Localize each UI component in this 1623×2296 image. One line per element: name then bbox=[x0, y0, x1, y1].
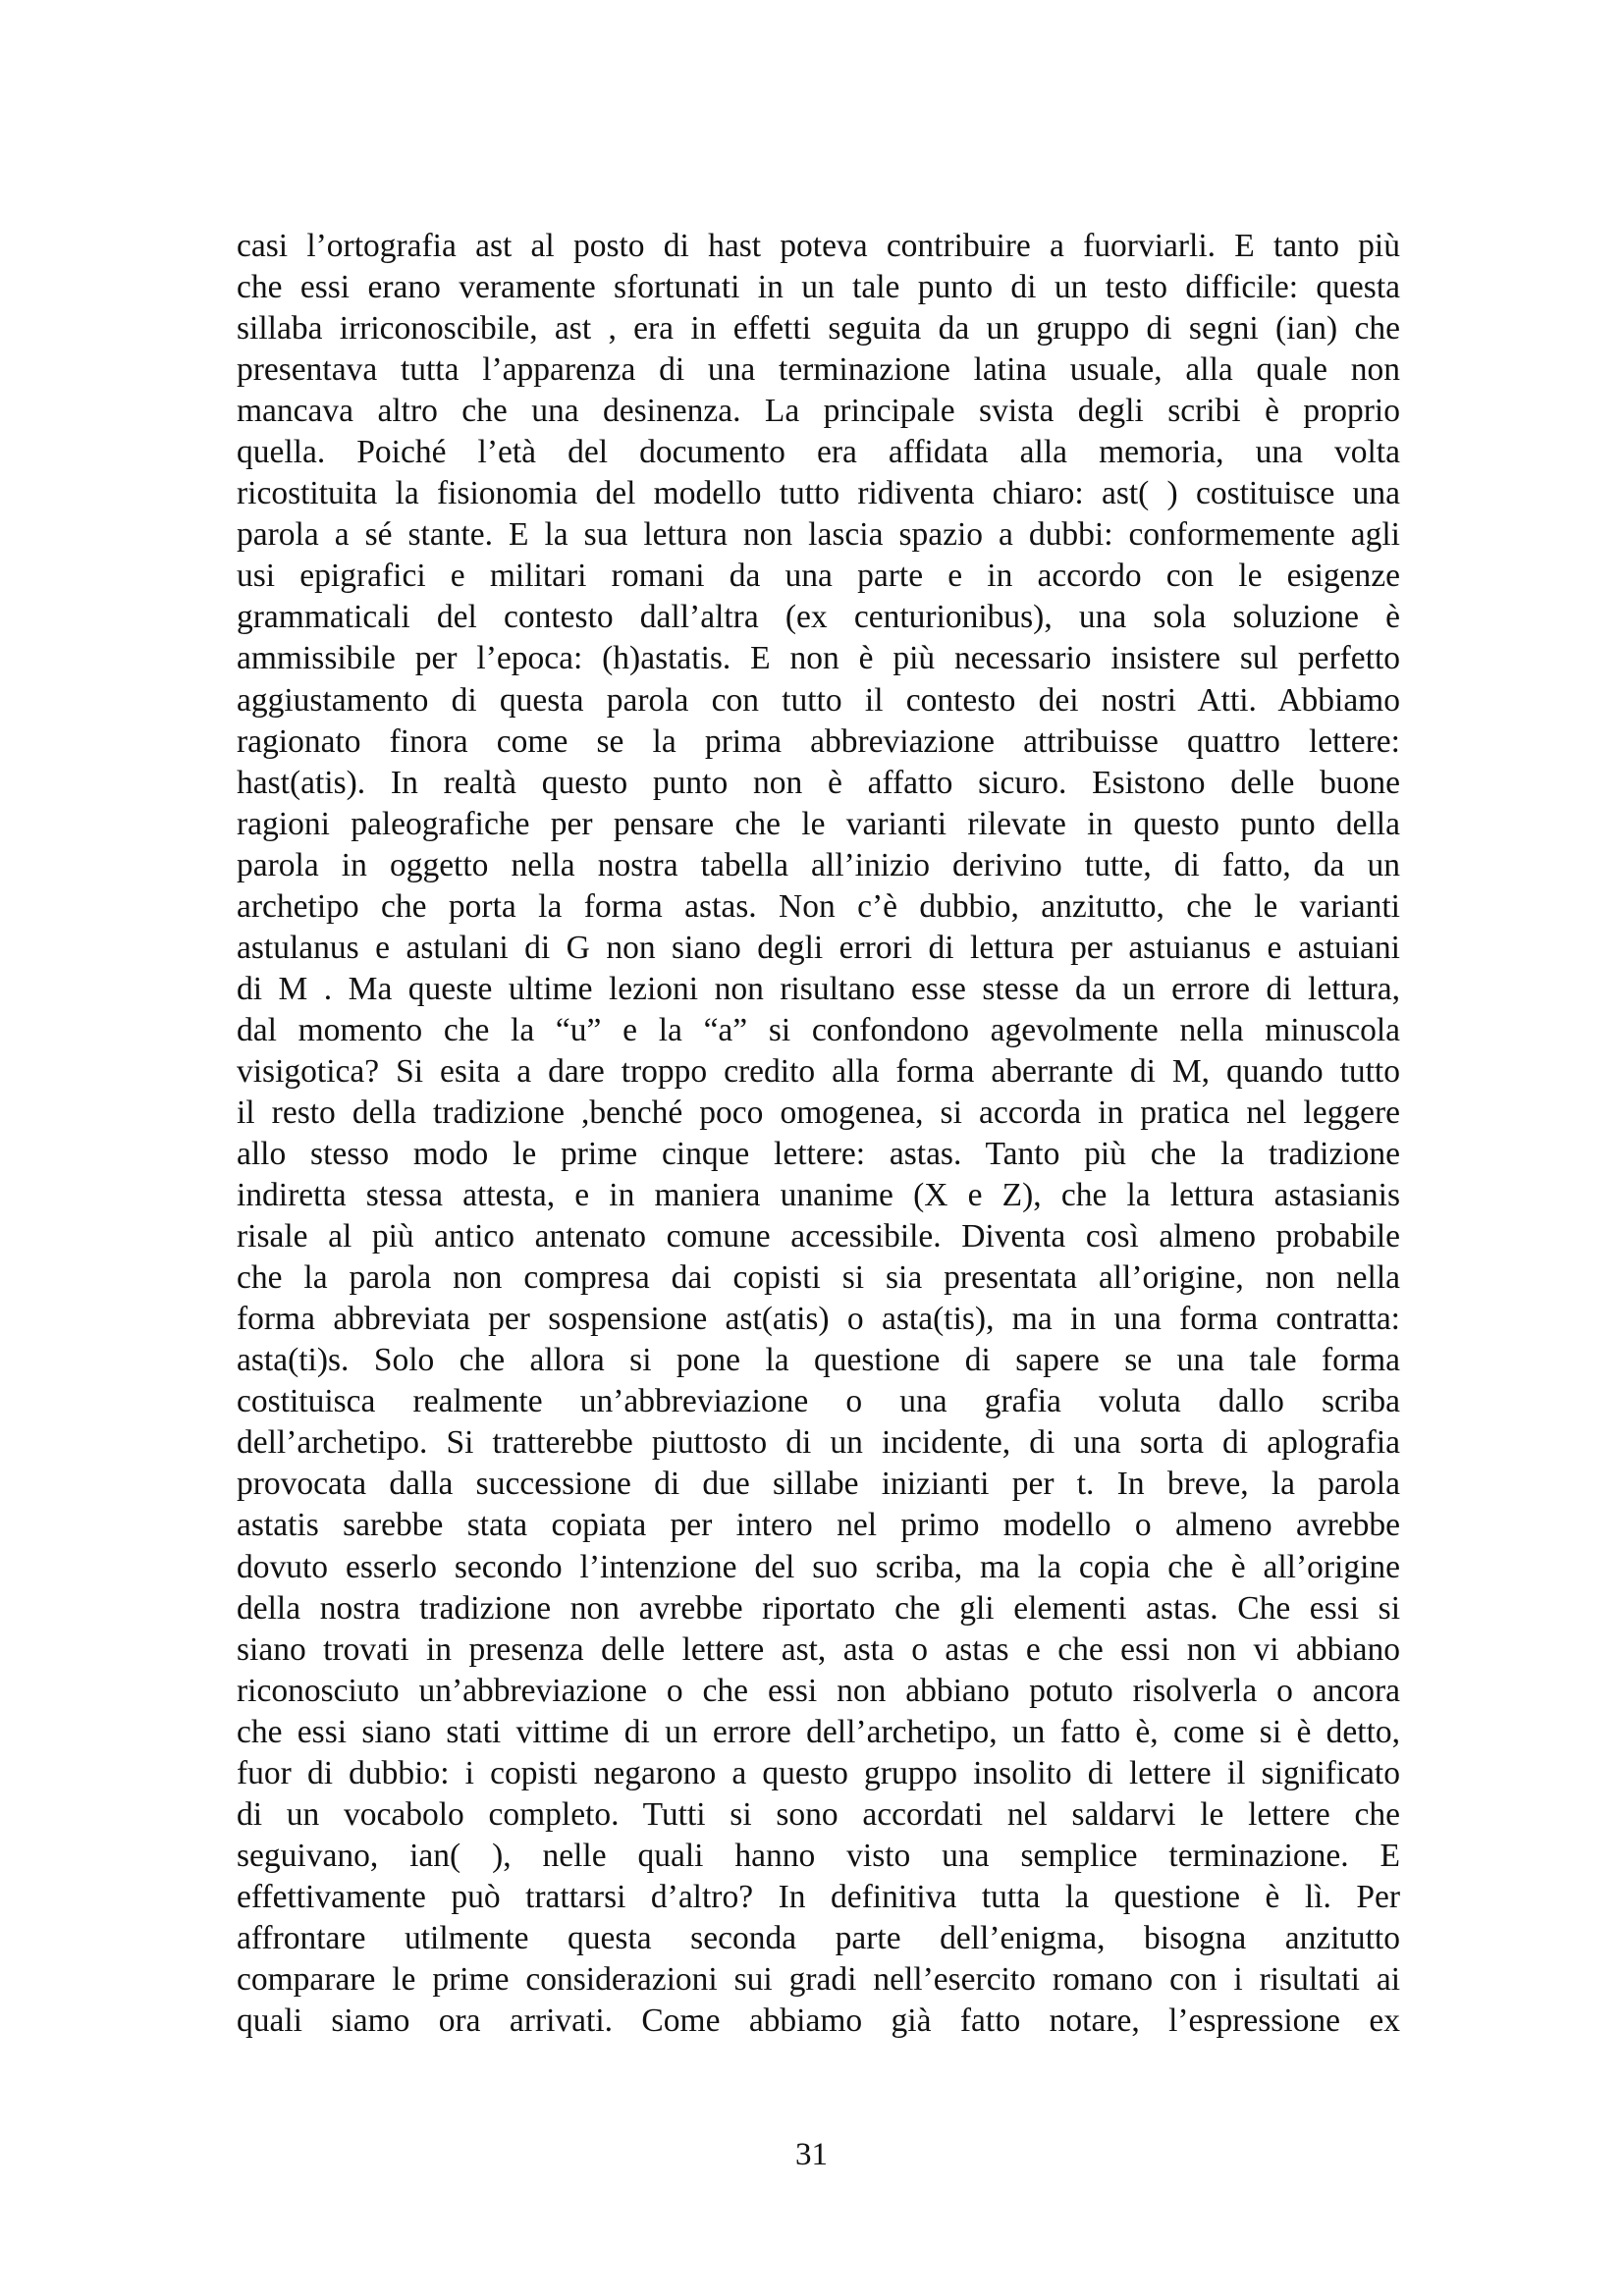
text-line: che la parola non compresa dai copisti si sia presentata all’origine, non nella bbox=[237, 1259, 1400, 1297]
text-line: indiretta stessa attesta, e in maniera unanime (X e Z), che la lettura astasianis bbox=[237, 1177, 1400, 1214]
text-line: visigotica? Si esita a dare troppo credito alla forma aberrante di M, quando tutto bbox=[237, 1052, 1400, 1090]
text-line: provocata dalla successione di due sillabe inizianti per t. In breve, la parola bbox=[237, 1466, 1400, 1503]
text-line: ragioni paleografiche per pensare che le varianti rilevate in questo punto della bbox=[237, 805, 1400, 842]
text-line: casi l’ortografia ast al posto di hast poteva contribuire a fuorviarli. E tanto più bbox=[237, 228, 1400, 264]
text-line: che essi siano stati vittime di un errore dell’archetipo, un fatto è, come si è detto, bbox=[237, 1713, 1400, 1750]
text-line: astatis sarebbe stata copiata per intero nel primo modello o almeno avrebbe bbox=[237, 1507, 1400, 1544]
text-line: allo stesso modo le prime cinque lettere: astas. Tanto più che la tradizione bbox=[237, 1136, 1400, 1173]
text-line: fuor di dubbio: i copisti negarono a questo gruppo insolito di lettere il significato bbox=[237, 1754, 1400, 1791]
text-line: il resto della tradizione ,benché poco omogenea, si accorda in pratica nel leggere bbox=[237, 1094, 1400, 1131]
text-line: quali siamo ora arrivati. Come abbiamo già fatto notare, l’espressione ex bbox=[237, 2002, 1400, 2040]
text-line: risale al più antico antenato comune accessibile. Diventa così almeno probabile bbox=[237, 1218, 1400, 1255]
text-line: aggiustamento di questa parola con tutto il contesto dei nostri Atti. Abbiamo bbox=[237, 681, 1400, 719]
text-line: hast(atis). In realtà questo punto non è affatto sicuro. Esistono delle buone bbox=[237, 764, 1400, 801]
text-line: comparare le prime considerazioni sui gradi nell’esercito romano con i risultati ai bbox=[237, 1960, 1400, 1998]
page-number: 31 bbox=[795, 2137, 828, 2172]
text-line: quella. Poiché l’età del documento era affidata alla memoria, una volta bbox=[237, 434, 1400, 471]
text-line: grammaticali del contesto dall’altra (ex centurionibus), una sola soluzione è bbox=[237, 599, 1400, 636]
text-line: ammissibile per l’epoca: (h)astatis. E non è più necessario insistere sul perfetto bbox=[237, 640, 1400, 677]
text-line: costituisca realmente un’abbreviazione o una grafia voluta dallo scriba bbox=[237, 1383, 1400, 1420]
body-text bbox=[237, 226, 1400, 2042]
text-line: parola a sé stante. E la sua lettura non lascia spazio a dubbi: conformemente agli bbox=[237, 516, 1400, 554]
text-line: archetipo che porta la forma astas. Non c’è dubbio, anzitutto, che le varianti bbox=[237, 887, 1400, 925]
text-line: di un vocabolo completo. Tutti si sono accordati nel saldarvi le lettere che bbox=[237, 1795, 1400, 1833]
text-line: mancava altro che una desinenza. La principale svista degli scribi è proprio bbox=[237, 393, 1400, 430]
text-line: effettivamente può trattarsi d’altro? In definitiva tutta la questione è lì. Per bbox=[237, 1878, 1400, 1915]
text-line: siano trovati in presenza delle lettere ast, asta o astas e che essi non vi abbiano bbox=[237, 1630, 1400, 1668]
text-line: ragionato finora come se la prima abbreviazione attribuisse quattro lettere: bbox=[237, 722, 1400, 760]
text-line: ricostituita la fisionomia del modello tutto ridiventa chiaro: ast( ) costituisce una bbox=[237, 475, 1400, 512]
text-line: della nostra tradizione non avrebbe riportato che gli elementi astas. Che essi si bbox=[237, 1589, 1400, 1627]
text-line: astulanus e astulani di G non siano degli errori di lettura per astuianus e astuiani bbox=[237, 929, 1400, 966]
text-line: sillaba irriconoscibile, ast , era in effetti seguita da un gruppo di segni (ian) che bbox=[237, 310, 1400, 347]
text-line: affrontare utilmente questa seconda parte dell’enigma, bisogna anzitutto bbox=[237, 1919, 1400, 1956]
text-line: riconosciuto un’abbreviazione o che essi non abbiano potuto risolverla o ancora bbox=[237, 1672, 1400, 1709]
text-line: seguivano, ian( ), nelle quali hanno visto una semplice terminazione. E bbox=[237, 1837, 1400, 1874]
text-line: di M . Ma queste ultime lezioni non risultano esse stesse da un errore di lettura, bbox=[237, 970, 1400, 1007]
text-line: dal momento che la “u” e la “a” si confondono agevolmente nella minuscola bbox=[237, 1011, 1400, 1048]
text-line: presentava tutta l’apparenza di una terminazione latina usuale, alla quale non bbox=[237, 351, 1400, 389]
text-line: che essi erano veramente sfortunati in un tale punto di un testo difficile: questa bbox=[237, 269, 1400, 306]
text-line: dovuto esserlo secondo l’intenzione del suo scriba, ma la copia che è all’origine bbox=[237, 1548, 1400, 1585]
text-line: dell’archetipo. Si tratterebbe piuttosto di un incidente, di una sorta di aplografia bbox=[237, 1424, 1400, 1462]
text-line: asta(ti)s. Solo che allora si pone la questione di sapere se una tale forma bbox=[237, 1342, 1400, 1379]
text-line: usi epigrafici e militari romani da una parte e in accordo con le esigenze bbox=[237, 558, 1400, 595]
text-line: parola in oggetto nella nostra tabella all’inizio derivino tutte, di fatto, da un bbox=[237, 846, 1400, 883]
text-line: forma abbreviata per sospensione ast(atis) o asta(tis), ma in una forma contratta: bbox=[237, 1301, 1400, 1338]
